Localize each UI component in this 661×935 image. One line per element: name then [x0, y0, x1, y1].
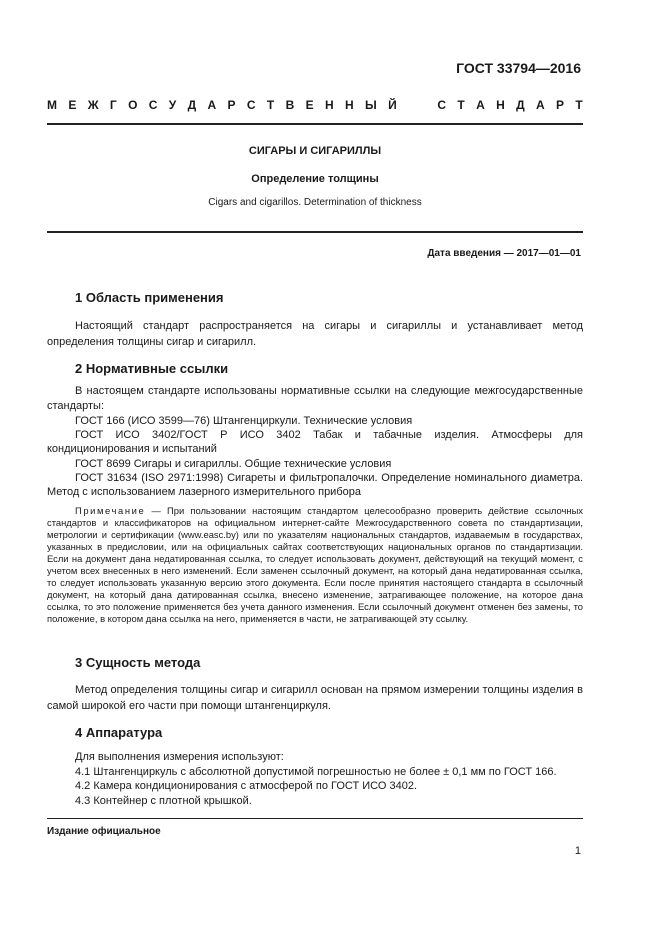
- note-text: — При пользовании настоящим стандартом целесообразно проверить действие ссылочных стандартов и классификаторов на официальном интернет-сайте Межгосударственного совета по стандартизации, метрологии и сертификации (www.easc.by) или по указателям национальных стандартов, издаваемым в государствах, указанных в предисловии, или на официальных сайтах соответствующих национальных органов по стандартизации. Если на документ дана недатированная ссылка, то следует использовать документ, действующий на текущий момент, с учетом всех внесенных в него изменений. Если заменен ссылочный документ, на который дана недатированная ссылка, то следует использовать указанную версию этого документа. Если после принятия настоящего стандарта в ссылочный документ, на который дана датированная ссылка, внесено изменение, затрагивающее положение, на которое дана ссылка, то это положение применяется без учета данного изменения. Если ссылочный документ отменен без замены, то положение, в котором дана ссылка на него, применяется в части, не затрагивающей эту ссылку.: [47, 505, 583, 625]
- apparatus-item: 4.1 Штангенциркуль с абсолютной допустимой погрешностью не более ± 0,1 мм по ГОСТ 166.: [75, 765, 557, 778]
- banner-letter: С: [246, 98, 256, 112]
- reference-item: ГОСТ 31634 (ISO 2971:1998) Сигареты и фильтропалочки. Определение номинального диаметра. Метод с использованием лазерного измерительного прибора: [47, 471, 583, 499]
- references-note: [47, 505, 583, 625]
- apparatus-list: [75, 750, 583, 808]
- banner-letter: Т: [266, 98, 275, 112]
- gost-number: ГОСТ 33794—2016: [456, 60, 581, 76]
- interstate-standard-banner: [47, 98, 583, 112]
- reference-item: ГОСТ 166 (ИСО 3599—76) Штангенциркули. Технические условия: [75, 415, 413, 427]
- banner-letter: Н: [324, 98, 334, 112]
- method-paragraph: Метод определения толщины сигар и сигарилл основан на прямом измерении толщины изделия в самой широкой его части при помощи штангенциркуля.: [47, 684, 583, 712]
- banner-letter: Н: [496, 98, 505, 112]
- banner-letter: А: [536, 98, 545, 112]
- banner-letter: А: [207, 98, 217, 112]
- scope-paragraph: Настоящий стандарт распространяется на сигары и сигариллы и устанавливает метод определения толщины сигар и сигарилл.: [47, 320, 583, 348]
- banner-letter: М: [47, 98, 57, 112]
- banner-letter: С: [148, 98, 158, 112]
- banner-letter: Е: [68, 98, 77, 112]
- banner-letter: В: [285, 98, 295, 112]
- page-number: 1: [574, 845, 581, 857]
- reference-item: ГОСТ 8699 Сигары и сигариллы. Общие технические условия: [75, 457, 392, 470]
- banner-letter: С: [437, 98, 447, 112]
- banner-letter: Ы: [364, 98, 377, 112]
- section-heading-method: 3 Сущность метода: [75, 655, 201, 670]
- section-heading-references: 2 Нормативные ссылки: [75, 361, 229, 376]
- banner-letter: Г: [109, 98, 117, 112]
- introduction-date: Дата введения — 2017—01—01: [427, 248, 581, 259]
- note-label: Примечание: [75, 505, 146, 516]
- reference-item: ГОСТ ИСО 3402/ГОСТ Р ИСО 3402 Табак и табачные изделия. Атмосферы для кондиционирования и испытаний: [47, 429, 583, 456]
- title-rule: [47, 231, 583, 233]
- banner-gap: [408, 98, 426, 112]
- document-title-english: Cigars and cigarillos. Determination of thickness: [208, 197, 422, 208]
- banner-letter: Ж: [87, 98, 99, 112]
- banner-letter: Р: [556, 98, 565, 112]
- banner-letter: У: [168, 98, 177, 112]
- banner-letter: А: [476, 98, 485, 112]
- banner-letter: Й: [388, 98, 397, 112]
- banner-letter: Р: [227, 98, 236, 112]
- footer-rule: [47, 818, 583, 819]
- banner-letter: Т: [457, 98, 465, 112]
- document-subtitle: Определение толщины: [251, 173, 379, 185]
- apparatus-intro: Для выполнения измерения используют:: [75, 751, 284, 763]
- banner-letter: Д: [187, 98, 197, 112]
- references-list: [47, 414, 583, 499]
- banner-letter: О: [128, 98, 138, 112]
- header-rule: [47, 123, 583, 125]
- document-title: СИГАРЫ И СИГАРИЛЛЫ: [248, 145, 382, 157]
- official-edition-label: Издание официальное: [47, 826, 161, 837]
- banner-letter: Д: [516, 98, 525, 112]
- apparatus-item: 4.3 Контейнер с плотной крышкой.: [75, 794, 252, 807]
- references-intro: В настоящем стандарте использованы нормативные ссылки на следующие межгосударственные стандарты:: [47, 385, 583, 412]
- banner-letter: Е: [305, 98, 314, 112]
- section-heading-apparatus: 4 Аппаратура: [75, 725, 163, 740]
- banner-letter: Т: [575, 98, 583, 112]
- apparatus-item: 4.2 Камера кондиционирования с атмосферой по ГОСТ ИСО 3402.: [75, 780, 418, 793]
- section-heading-scope: 1 Область применения: [75, 290, 224, 305]
- banner-letter: Н: [344, 98, 354, 112]
